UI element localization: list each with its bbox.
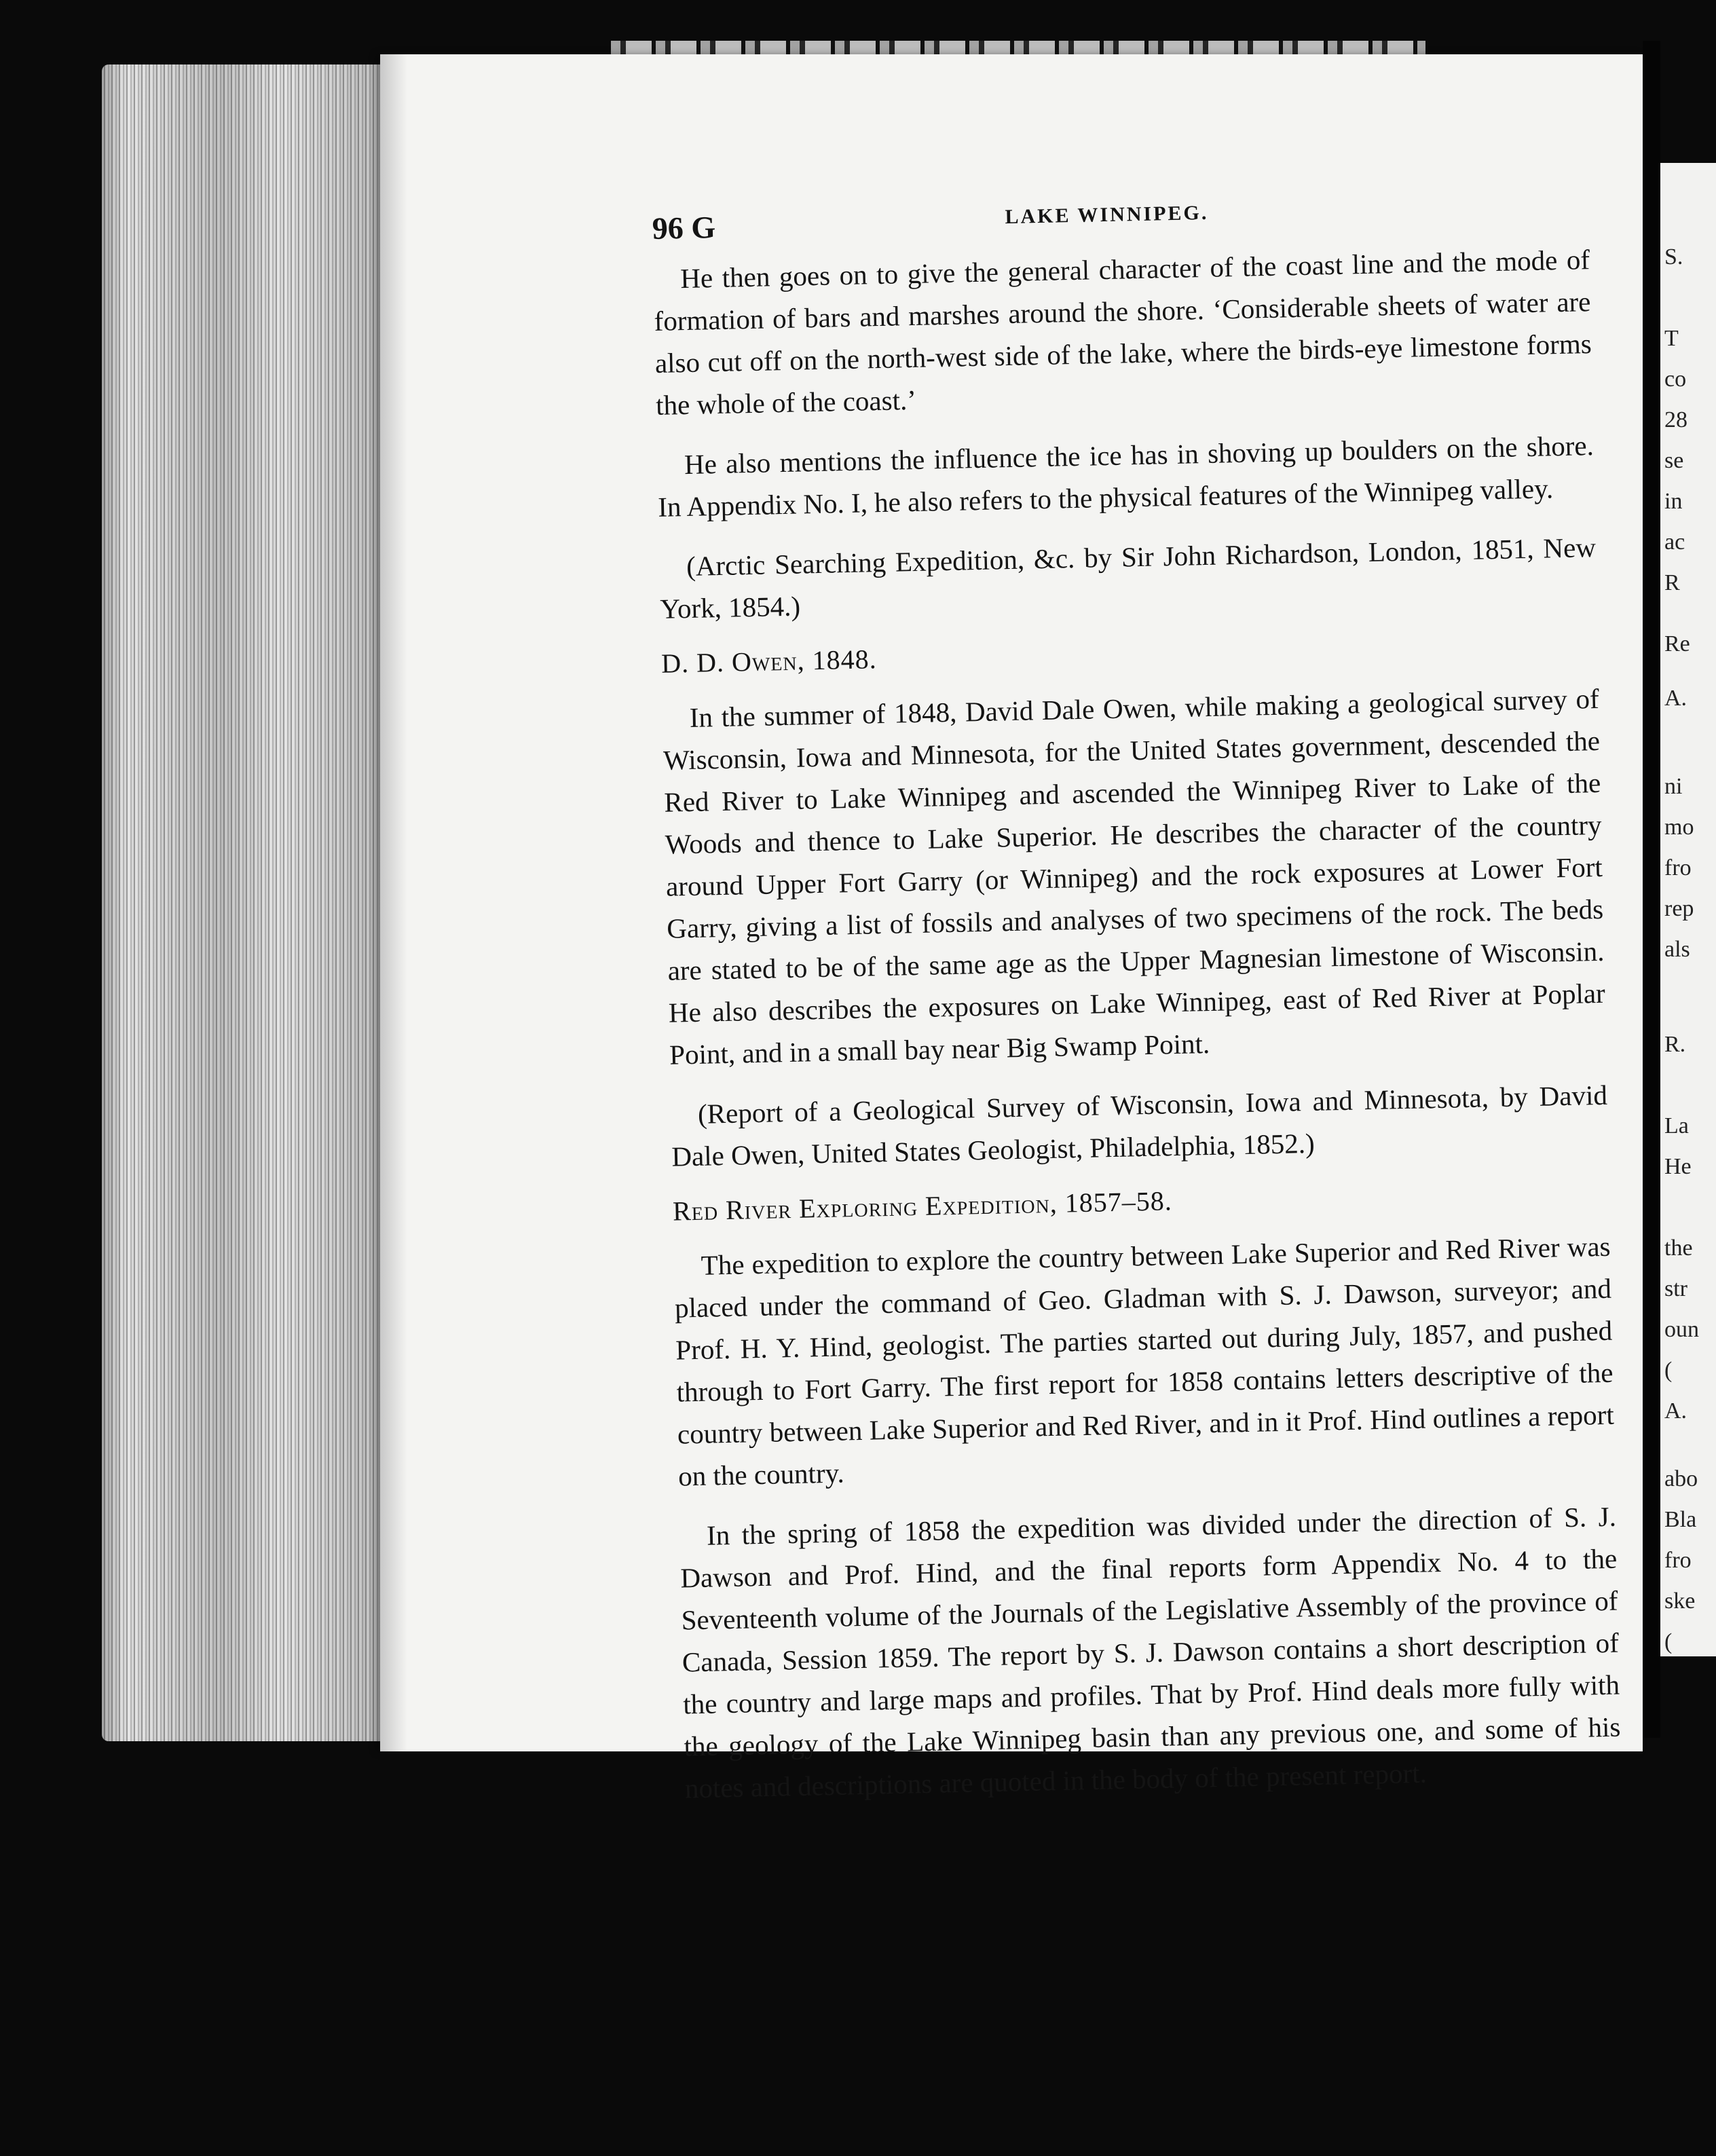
facing-fragment: rep (1664, 896, 1694, 921)
section-heading: Red River Exploring Expedition, 1857–58. (672, 1185, 1173, 1227)
facing-fragment: str (1664, 1276, 1687, 1301)
paragraph: In the spring of 1858 the expedition was divided under the direction of S. J. Dawson and Prof. Hind, and the final reports form Appendix No. 4 to the Seventeenth volume of the Journals of the Legislative Assembly of the province of Canada, Session 1859. The report by S. J. Dawson contains a short description of the country and large maps and profiles. That by Prof. Hind deals more fully with the geology of the Lake Winnipeg basin than any previous one, and some of his notes and descriptions are quoted in the body of the present report. (679, 1500, 1621, 1804)
facing-fragment: mo (1664, 815, 1694, 840)
facing-fragment: ni (1664, 774, 1683, 799)
facing-fragment: fro (1664, 855, 1692, 880)
facing-fragment: S. (1664, 244, 1683, 270)
facing-fragment: se (1664, 448, 1684, 473)
facing-page-sliver (1660, 163, 1716, 1656)
paragraph: In the summer of 1848, David Dale Owen, while making a geological survey of Wisconsin, Iowa and Minnesota, for the United States government, descended the Red River to Lake Winnipeg and ascended the Winnipeg River to Lake of the Woods and thence to Lake Superior. He describes the character of the country around Upper Fort Garry (or Winnipeg) and the rock exposures at Lower Fort Garry, giving a list of fossils and analyses of two specimens of the rock. The beds are stated to be of the same age as the Upper Magnesian limestone of Wisconsin. He also describes the exposures on Lake Winnipeg, east of Red River at Poplar Point, and in a small bay near Big Swamp Point. (663, 682, 1606, 1071)
facing-fragment: abo (1664, 1466, 1698, 1491)
facing-fragment: A. (1664, 1398, 1687, 1424)
facing-fragment: R. (1664, 1032, 1686, 1057)
facing-fragment: R (1664, 570, 1680, 595)
citation: (Report of a Geological Survey of Wisconsin, Iowa and Minnesota, by David Dale Owen, United States Geologist, Philadelphia, 1852.) (671, 1079, 1608, 1172)
facing-fragment: T (1664, 326, 1679, 351)
facing-fragment: ac (1664, 529, 1685, 555)
paragraph: He then goes on to give the general character of the coast line and the mode of formation of bars and marshes around the shore. ‘Considerable sheets of water are also cut off on the north-west side of the lake, where the birds-eye limestone forms the whole of the coast.’ (654, 244, 1592, 421)
facing-fragment: ( (1664, 1629, 1673, 1654)
facing-fragment: co (1664, 367, 1687, 392)
running-head: LAKE WINNIPEG. (1005, 201, 1209, 229)
book-page-edges (102, 64, 400, 1741)
facing-fragment: Re (1664, 631, 1690, 656)
facing-fragment: oun (1664, 1317, 1699, 1342)
facing-fragment: als (1664, 937, 1690, 962)
facing-fragment: 28 (1664, 407, 1687, 432)
citation: (Arctic Searching Expedition, &c. by Sir John Richardson, London, 1851, New York, 1854.) (660, 531, 1597, 625)
facing-fragment: A. (1664, 686, 1687, 711)
facing-fragment: He (1664, 1154, 1692, 1179)
facing-fragment: fro (1664, 1548, 1692, 1573)
book-gutter (1643, 41, 1660, 1738)
paragraph: He also mentions the influence the ice has in shoving up boulders on the shore. In Appendix No. I, he also refers to the physical features of the Winnipeg valley. (657, 430, 1594, 523)
paragraph: The expedition to explore the country between Lake Superior and Red River was placed under the command of Geo. Gladman with S. J. Dawson, surveyor; and Prof. H. Y. Hind, geologist. The parties started out during July, 1857, and pushed through to Fort Garry. The first report for 1858 contains letters descriptive of the country between Lake Superior and Red River, and in it Prof. Hind outlines a report on the country. (674, 1230, 1615, 1492)
facing-fragment: Bla (1664, 1507, 1697, 1532)
facing-fragment: ( (1664, 1358, 1673, 1383)
facing-fragment: ske (1664, 1588, 1696, 1614)
facing-fragment: in (1664, 489, 1683, 514)
page-text-block (652, 184, 1622, 1827)
facing-fragment: the (1664, 1235, 1693, 1261)
section-heading: D. D. Owen, 1848. (660, 644, 878, 679)
facing-fragment: La (1664, 1113, 1689, 1138)
page-number: 96 G (652, 210, 716, 246)
